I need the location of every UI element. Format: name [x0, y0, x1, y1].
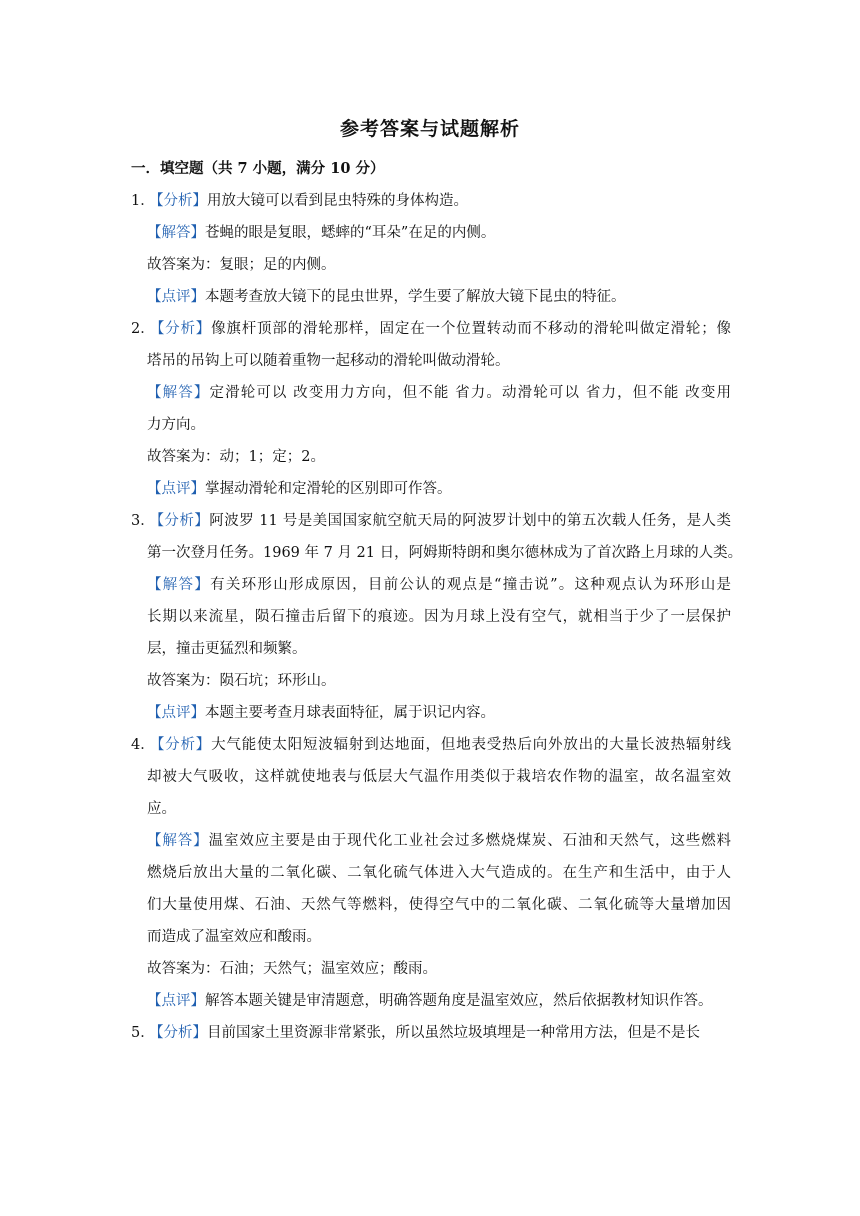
analysis-tag: 【分析】: [149, 513, 210, 529]
comment-line: [131, 473, 731, 505]
answer-text: 温室效应主要是由于现代化工业社会过多燃烧煤炭、石油和天然气，这些燃料: [208, 833, 732, 849]
comment-text: 掌握动滑轮和定滑轮的区别即可作答。: [205, 481, 452, 497]
analysis-line: [131, 537, 743, 569]
analysis-tag: 【分析】: [149, 321, 212, 337]
question-number: 1．: [131, 193, 155, 209]
answer-text: 长期以来流星，陨石撞击后留下的痕迹。因为月球上没有空气，就相当于少了一层保护: [147, 609, 731, 625]
comment-tag: 【点评】: [147, 705, 205, 721]
answer-tag: 【解答】: [147, 385, 210, 401]
question-number: 4．: [131, 737, 155, 753]
answer-line: [131, 377, 731, 409]
page-title: 参考答案与试题解析: [339, 118, 520, 140]
answer-line: [131, 633, 731, 665]
answer-line: [131, 889, 731, 921]
comment-text: 本题考查放大镜下的昆虫世界，学生要了解放大镜下昆虫的特征。: [205, 289, 626, 305]
answer-tag: 【解答】: [147, 577, 211, 593]
answer-text: 们大量使用煤、石油、天然气等燃料，使得空气中的二氧化碳、二氧化硫等大量增加因: [147, 897, 731, 913]
comment-line: [131, 697, 731, 729]
answer-list: [131, 185, 743, 1049]
answer-text: 而造成了温室效应和酸雨。: [147, 929, 321, 945]
analysis-tag: 【分析】: [149, 1025, 207, 1041]
comment-tag: 【点评】: [147, 481, 205, 497]
question-number: 3．: [131, 513, 155, 529]
answer-line: [131, 409, 731, 441]
analysis-text: 却被大气吸收，这样就使地表与低层大气温作用类似于栽培农作物的温室，故名温室效: [147, 769, 731, 785]
analysis-text: 阿波罗 11 号是美国国家航空航天局的阿波罗计划中的第五次载人任务，是人类: [209, 513, 732, 529]
answer-line: [131, 825, 731, 857]
answer-text: 力方向。: [147, 417, 205, 433]
answer-tag: 【解答】: [147, 833, 209, 849]
answer-text: 有关环形山形成原因，目前公认的观点是“撞击说”。这种观点认为环形山是: [210, 577, 732, 593]
answer-line: [131, 857, 731, 889]
answer-text: 层，撞击更猛烈和频繁。: [147, 641, 307, 657]
comment-tag: 【点评】: [147, 289, 205, 305]
analysis-line: [131, 729, 731, 761]
question-number: 5．: [131, 1025, 155, 1041]
analysis-line: [131, 761, 731, 793]
analysis-text: 目前国家土里资源非常紧张，所以虽然垃圾填埋是一种常用方法，但是不是长: [207, 1025, 700, 1041]
analysis-line: [131, 345, 731, 377]
analysis-tag: 【分析】: [149, 737, 212, 753]
analysis-tag: 【分析】: [149, 193, 207, 209]
answer-tag: 【解答】: [147, 225, 205, 241]
analysis-line: [131, 505, 731, 537]
comment-tag: 【点评】: [147, 993, 205, 1009]
analysis-text: 大气能使太阳短波辐射到达地面，但地表受热后向外放出的大量长波热辐射线: [211, 737, 732, 753]
comment-line: [131, 281, 731, 313]
analysis-line: [131, 793, 731, 825]
section-title: 一．填空题（共 7 小题，满分 10 分）: [131, 160, 385, 177]
analysis-line: [131, 313, 731, 345]
analysis-line: [131, 185, 731, 217]
analysis-text: 第一次登月任务。1969 年 7 月 21 日，阿姆斯特朗和奥尔德林成为了首次路上月球的人类。: [147, 545, 743, 561]
comment-line: [131, 985, 731, 1017]
analysis-text: 应。: [147, 801, 176, 817]
comment-text: 解答本题关键是审清题意，明确答题角度是温室效应，然后依据教材知识作答。: [205, 993, 713, 1009]
analysis-text: 塔吊的吊钩上可以随着重物一起移动的滑轮叫做动滑轮。: [147, 353, 510, 369]
final-answer: 故答案为：陨石坑；环形山。: [147, 673, 336, 689]
question-number: 2．: [131, 321, 155, 337]
answer-line: [131, 217, 731, 249]
final-answer: 故答案为：动；1；定；2。: [147, 449, 325, 465]
answer-line: [131, 921, 731, 953]
analysis-text: 用放大镜可以看到昆虫特殊的身体构造。: [207, 193, 468, 209]
analysis-text: 像旗杆顶部的滑轮那样，固定在一个位置转动而不移动的滑轮叫做定滑轮；像: [211, 321, 732, 337]
final-answer: 故答案为：复眼；足的内侧。: [147, 257, 336, 273]
answer-line: [131, 569, 731, 601]
comment-text: 本题主要考查月球表面特征，属于识记内容。: [205, 705, 495, 721]
answer-text: 苍蝇的眼是复眼，蟋蟀的“耳朵”在足的内侧。: [205, 225, 496, 241]
final-answer: 故答案为：石油；天然气；温室效应；酸雨。: [147, 961, 437, 977]
answer-line: [131, 601, 731, 633]
analysis-line: [131, 1017, 731, 1049]
answer-text: 定滑轮可以 改变用力方向，但不能 省力。动滑轮可以 省力，但不能 改变用: [209, 385, 731, 401]
answer-text: 燃烧后放出大量的二氧化碳、二氧化硫气体进入大气造成的。在生产和生活中，由于人: [147, 865, 731, 881]
